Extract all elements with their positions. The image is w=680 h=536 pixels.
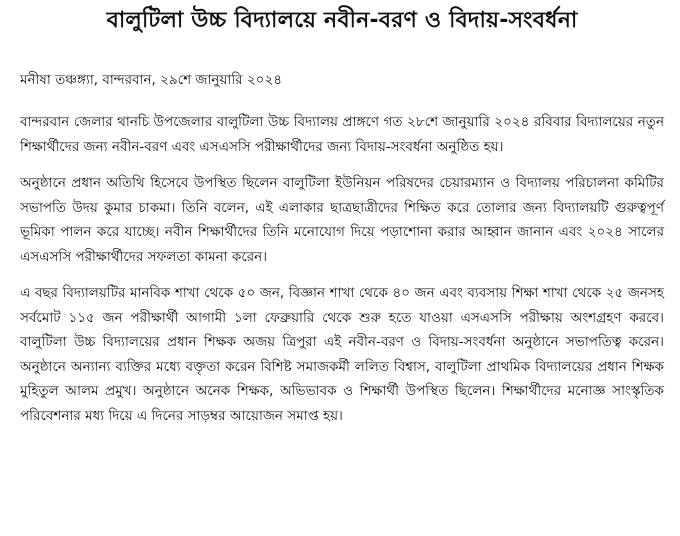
article-paragraph-2: অনুষ্ঠানে প্রধান অতিথি হিসেবে উপস্থিত ছিলেন বালুটিলা ইউনিয়ন পরিষদের চেয়ারম্যান ও বিদ্যালয় পরিচালনা কমিটির সভাপতি উদয় কুমার চাকমা। তিনি বলেন, এই এলাকার ছাত্রছাত্রীদের শিক্ষিত করে তোলার জন্য বিদ্যালয়টি গুরুত্বপূর্ণ ভূমিকা পালন করে যাচ্ছে। নবীন শিক্ষার্থীদের তিনি মনোযোগ দিয়ে পড়াশোনা করার আহ্বান জানান এবং ২০২৪ সালের এসএসসি পরীক্ষার্থীদের সফলতা কামনা করেন।	[20, 175, 664, 265]
article-dateline: মনীষা তঞ্চঙ্গ্যা, বান্দরবান, ২৯শে জানুয়ারি ২০২৪	[20, 72, 282, 88]
article-headline: বালুটিলা উচ্চ বিদ্যালয়ে নবীন-বরণ ও বিদায়-সংবর্ধনা	[106, 8, 578, 33]
article-paragraph-1: বান্দরবান জেলার থানচি উপজেলার বালুটিলা উচ্চ বিদ্যালয় প্রাঙ্গণে গত ২৮শে জানুয়ারি ২০২৪ রবিবার বিদ্যালয়ের নতুন শিক্ষার্থীদের জন্য নবীন-বরণ এবং এসএসসি পরীক্ষার্থীদের জন্য বিদায়-সংবর্ধনা অনুষ্ঠিত হয়।	[20, 114, 664, 155]
article-paragraph-3: এ বছর বিদ্যালয়টির মানবিক শাখা থেকে ৫০ জন, বিজ্ঞান শাখা থেকে ৪০ জন এবং ব্যবসায় শিক্ষা শাখা থেকে ২৫ জনসহ সর্বমোট ১১৫ জন পরীক্ষার্থী আগামী ১লা ফেব্রুয়ারি থেকে শুরু হতে যাওয়া এসএসসি পরীক্ষায় অংশগ্রহণ করবে। বালুটিলা উচ্চ বিদ্যালয়ের প্রধান শিক্ষক অজয় ত্রিপুরা এই নবীন-বরণ ও বিদায়-সংবর্ধনা অনুষ্ঠানে সভাপতিত্ব করেন। অনুষ্ঠানে অন্যান্য ব্যক্তির মধ্যে বক্তৃতা করেন বিশিষ্ট সমাজকর্মী ললিত বিশ্বাস, বালুটিলা প্রাথমিক বিদ্যালয়ের প্রধান শিক্ষক মুহিতুল আলম প্রমুখ। অনুষ্ঠানে অনেক শিক্ষক, অভিভাবক ও শিক্ষার্থী উপস্থিত ছিলেন। শিক্ষার্থীদের মনোজ্ঞ সাংস্কৃতিক পরিবেশনার মধ্য দিয়ে এ দিনের সাড়ম্বর আয়োজন সমাপ্ত হয়।	[20, 285, 664, 424]
